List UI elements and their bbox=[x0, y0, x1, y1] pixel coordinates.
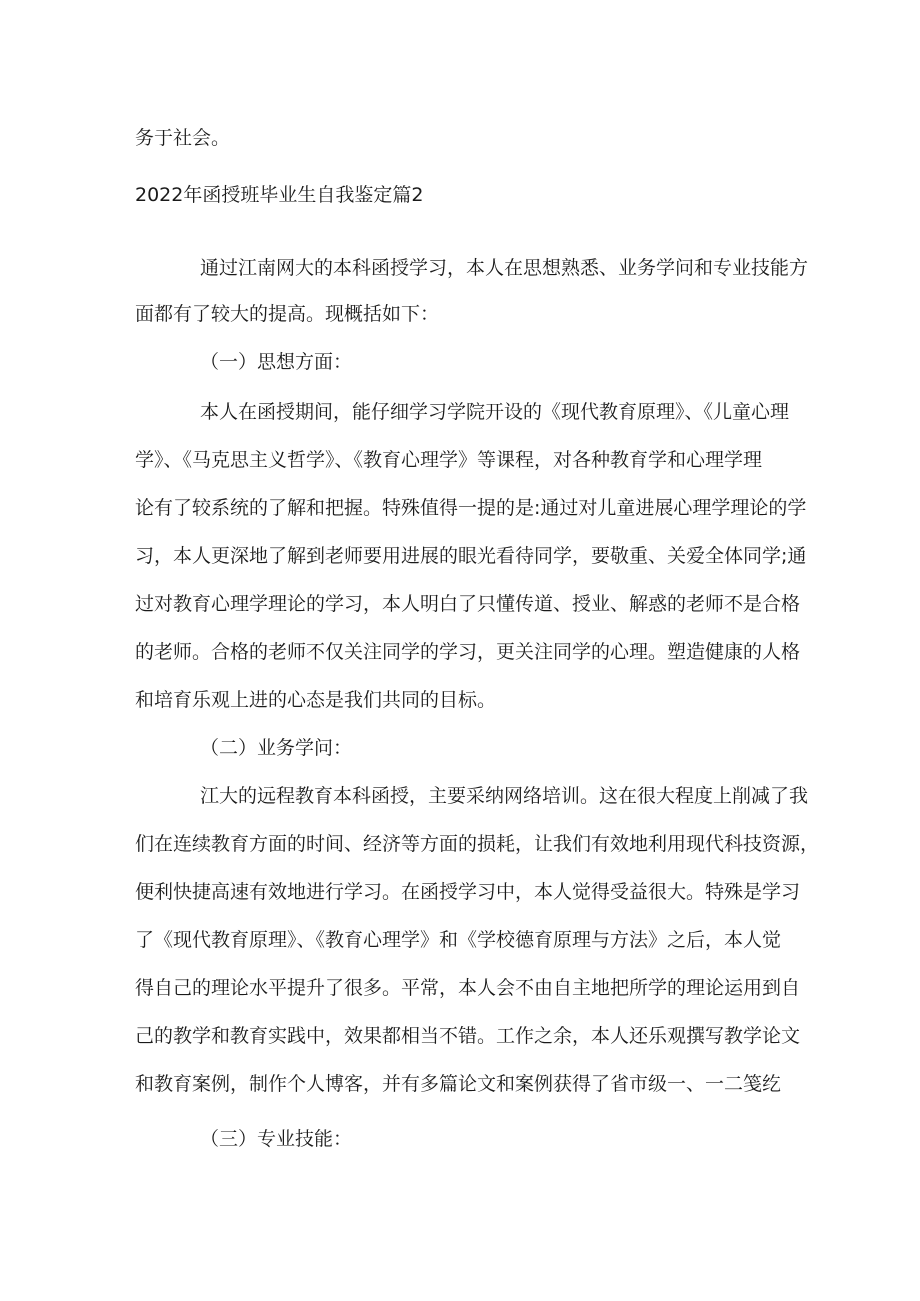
paragraph-line: 过对教育心理学理论的学习，本人明白了只懂传道、授业、解惑的老师不是合格 bbox=[135, 593, 801, 615]
paragraph-line: 的老师。合格的老师不仅关注同学的学习，更关注同学的心理。塑造健康的人格 bbox=[135, 641, 801, 663]
paragraph-line: 江大的远程教育本科函授，主要采纳网络培训。这在很大程度上削减了我 bbox=[200, 785, 809, 807]
subsection-title-skills: （三）专业技能： bbox=[200, 1128, 353, 1150]
paragraph-line: 面都有了较大的提高。现概括如下： bbox=[135, 303, 440, 325]
subsection-title-business: （二）业务学问： bbox=[200, 737, 353, 759]
paragraph-line: 们在连续教育方面的时间、经济等方面的损耗，让我们有效地利用现代科技资源， bbox=[135, 833, 820, 855]
paragraph-line: 学》、《马克思主义哲学》、《教育心理学》等课程，对各种教育学和心理学理 bbox=[135, 449, 763, 471]
section-heading: 2022年函授班毕业生自我鉴定篇2 bbox=[135, 184, 424, 206]
paragraph-line: 论有了较系统的了解和把握。特殊值得一提的是:通过对儿童进展心理学理论的学 bbox=[135, 497, 807, 519]
paragraph-line: 得自己的理论水平提升了很多。平常，本人会不由自主地把所学的理论运用到自 bbox=[135, 977, 801, 999]
paragraph-line: 本人在函授期间，能仔细学习学院开设的《现代教育原理》、《儿童心理 bbox=[200, 401, 790, 423]
paragraph-line: 了《现代教育原理》、《教育心理学》和《学校德育原理与方法》之后，本人觉 bbox=[135, 929, 782, 951]
paragraph-line: 和教育案例，制作个人博客，并有多篇论文和案例获得了省市级一、一二笺纥 bbox=[135, 1073, 782, 1095]
paragraph-line: 己的教学和教育实践中，效果都相当不错。工作之余，本人还乐观撰写教学论文 bbox=[135, 1025, 801, 1047]
intro-tail-text: 务于社会。 bbox=[135, 127, 231, 149]
paragraph-line: 习，本人更深地了解到老师要用进展的眼光看待同学，要敬重、关爱全体同学;通 bbox=[135, 545, 807, 567]
paragraph-line: 便利快捷高速有效地进行学习。在函授学习中，本人觉得受益很大。特殊是学习 bbox=[135, 881, 801, 903]
subsection-title-thought: （一）思想方面： bbox=[200, 351, 353, 373]
paragraph-line: 和培育乐观上进的心态是我们共同的目标。 bbox=[135, 689, 497, 711]
paragraph-line: 通过江南网大的本科函授学习，本人在思想熟悉、业务学问和专业技能方 bbox=[200, 257, 809, 279]
